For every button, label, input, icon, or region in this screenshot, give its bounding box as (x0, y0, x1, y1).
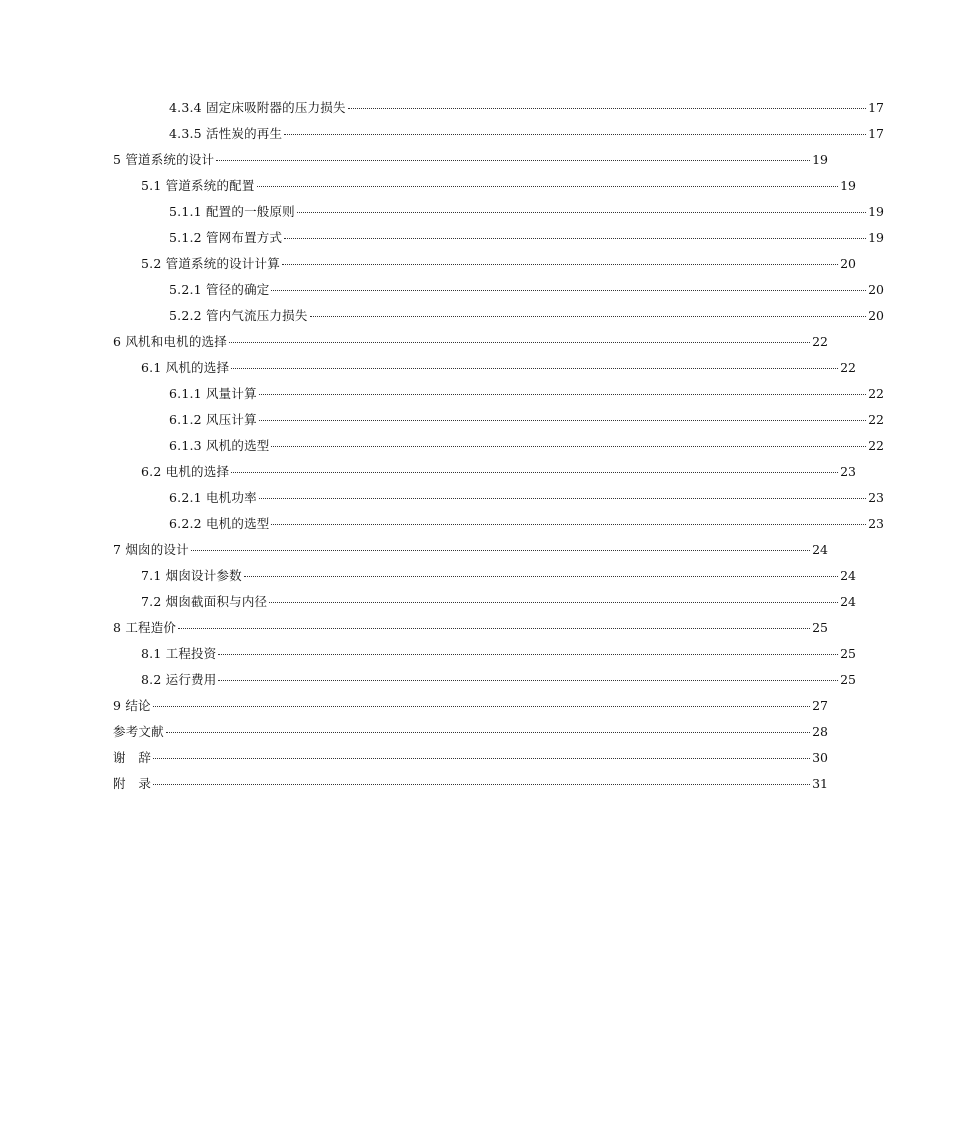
toc-entry-line (113, 150, 828, 168)
toc-entry-line (169, 306, 884, 324)
toc-entry-title: 6.1.3 风机的选型 (169, 438, 270, 453)
toc-entry[interactable] (0, 302, 962, 328)
toc-page-number: 25 (812, 620, 828, 635)
toc-entry[interactable] (0, 588, 934, 614)
toc-dot-leader (284, 238, 866, 239)
toc-entry[interactable] (0, 94, 962, 120)
toc-page-number: 17 (868, 100, 884, 115)
toc-entry-title: 6 风机和电机的选择 (113, 334, 227, 349)
toc-entry-line (169, 436, 884, 454)
toc-entry-title: 5.1 管道系统的配置 (141, 178, 255, 193)
toc-entry-title: 4.3.5 活性炭的再生 (169, 126, 283, 141)
toc-page-number: 19 (868, 204, 884, 219)
toc-dot-leader (218, 680, 838, 681)
toc-dot-leader (231, 368, 838, 369)
toc-entry[interactable] (0, 484, 962, 510)
toc-dot-leader (259, 420, 866, 421)
toc-entry[interactable] (0, 510, 962, 536)
toc-dot-leader (153, 758, 810, 759)
toc-entry[interactable] (0, 718, 906, 744)
toc-dot-leader (257, 186, 839, 187)
toc-entry-title: 参考文献 (113, 724, 164, 739)
toc-entry-line (169, 488, 884, 506)
toc-entry-title: 7.2 烟囱截面积与内径 (141, 594, 268, 609)
toc-page-number: 25 (840, 646, 856, 661)
toc-dot-leader (271, 290, 866, 291)
toc-dot-leader (229, 342, 810, 343)
toc-dot-leader (259, 394, 866, 395)
toc-entry-line (141, 644, 856, 662)
toc-page-number: 28 (812, 724, 828, 739)
toc-page-number: 23 (868, 516, 884, 531)
toc-dot-leader (269, 602, 838, 603)
toc-entry-line (113, 748, 828, 766)
toc-entry-title: 5.2 管道系统的设计计算 (141, 256, 280, 271)
toc-page-number: 22 (812, 334, 828, 349)
toc-dot-leader (216, 160, 810, 161)
toc-page-number: 20 (868, 282, 884, 297)
toc-entry-line (169, 124, 884, 142)
toc-entry-title: 附 录 (113, 776, 152, 791)
toc-page-number: 24 (840, 568, 856, 583)
toc-entry[interactable] (0, 354, 934, 380)
toc-dot-leader (271, 524, 866, 525)
toc-page-number: 19 (812, 152, 828, 167)
toc-entry[interactable] (0, 432, 962, 458)
toc-page-number: 22 (840, 360, 856, 375)
toc-entry[interactable] (0, 224, 962, 250)
toc-page-number: 24 (840, 594, 856, 609)
toc-entry-line (141, 358, 856, 376)
toc-entry-line (169, 202, 884, 220)
toc-entry-title: 6.2.1 电机功率 (169, 490, 257, 505)
toc-entry[interactable] (0, 666, 934, 692)
toc-entry-line (169, 384, 884, 402)
toc-page-number: 19 (868, 230, 884, 245)
toc-page-number: 23 (840, 464, 856, 479)
toc-dot-leader (244, 576, 838, 577)
toc-page-number: 17 (868, 126, 884, 141)
toc-dot-leader (218, 654, 838, 655)
toc-entry-title: 6.1.1 风量计算 (169, 386, 257, 401)
toc-entry-title: 7.1 烟囱设计参数 (141, 568, 242, 583)
toc-entry[interactable] (0, 562, 934, 588)
toc-dot-leader (153, 706, 810, 707)
toc-entry-line (141, 592, 856, 610)
toc-dot-leader (282, 264, 838, 265)
toc-entry[interactable] (0, 692, 906, 718)
toc-entry-line (113, 540, 828, 558)
table-of-contents (0, 94, 884, 796)
toc-entry[interactable] (0, 198, 962, 224)
toc-page-number: 27 (812, 698, 828, 713)
toc-entry-line (113, 722, 828, 740)
toc-dot-leader (348, 108, 866, 109)
toc-entry-title: 8.2 运行费用 (141, 672, 217, 687)
toc-entry-title: 6.2 电机的选择 (141, 464, 230, 479)
toc-entry-line (169, 410, 884, 428)
toc-entry[interactable] (0, 640, 934, 666)
toc-entry-line (113, 618, 828, 636)
toc-dot-leader (178, 628, 810, 629)
toc-entry-title: 9 结论 (113, 698, 151, 713)
toc-entry-line (113, 332, 828, 350)
toc-dot-leader (297, 212, 866, 213)
toc-dot-leader (310, 316, 867, 317)
toc-entry[interactable] (0, 770, 906, 796)
toc-entry-line (141, 670, 856, 688)
toc-page-number: 22 (868, 438, 884, 453)
toc-entry-title: 5.2.1 管径的确定 (169, 282, 270, 297)
toc-entry-title: 5.1.2 管网布置方式 (169, 230, 283, 245)
toc-entry[interactable] (0, 458, 934, 484)
toc-entry[interactable] (0, 328, 906, 354)
toc-entry-title: 5.1.1 配置的一般原则 (169, 204, 295, 219)
toc-entry[interactable] (0, 250, 934, 276)
toc-entry[interactable] (0, 614, 906, 640)
toc-entry-title: 4.3.4 固定床吸附器的压力损失 (169, 100, 346, 115)
toc-entry-line (113, 696, 828, 714)
toc-entry-title: 谢 辞 (113, 750, 152, 765)
toc-entry-line (141, 566, 856, 584)
toc-entry-line (141, 254, 856, 272)
toc-page-number: 20 (868, 308, 884, 323)
toc-entry-title: 8.1 工程投资 (141, 646, 217, 661)
toc-entry-line (169, 280, 884, 298)
toc-page-number: 19 (840, 178, 856, 193)
toc-entry[interactable] (0, 380, 962, 406)
toc-page-number: 30 (812, 750, 828, 765)
toc-entry-title: 6.2.2 电机的选型 (169, 516, 270, 531)
toc-entry-title: 6.1.2 风压计算 (169, 412, 257, 427)
toc-entry-line (113, 774, 828, 792)
toc-page-number: 25 (840, 672, 856, 687)
toc-dot-leader (166, 732, 810, 733)
toc-entry-title: 5.2.2 管内气流压力损失 (169, 308, 308, 323)
toc-dot-leader (191, 550, 810, 551)
toc-entry-line (141, 462, 856, 480)
toc-entry-title: 6.1 风机的选择 (141, 360, 230, 375)
toc-dot-leader (231, 472, 838, 473)
toc-page-number: 22 (868, 412, 884, 427)
toc-entry-title: 7 烟囱的设计 (113, 542, 189, 557)
toc-page-number: 24 (812, 542, 828, 557)
toc-entry[interactable] (0, 536, 906, 562)
toc-entry-line (169, 228, 884, 246)
toc-entry[interactable] (0, 146, 906, 172)
toc-dot-leader (153, 784, 810, 785)
toc-entry[interactable] (0, 276, 962, 302)
toc-entry[interactable] (0, 744, 906, 770)
toc-dot-leader (271, 446, 866, 447)
toc-dot-leader (284, 134, 866, 135)
toc-entry[interactable] (0, 120, 962, 146)
toc-entry-line (141, 176, 856, 194)
toc-entry[interactable] (0, 406, 962, 432)
toc-entry[interactable] (0, 172, 934, 198)
toc-page-number: 31 (812, 776, 828, 791)
toc-entry-line (169, 514, 884, 532)
toc-entry-title: 8 工程造价 (113, 620, 177, 635)
toc-dot-leader (259, 498, 866, 499)
toc-page-number: 23 (868, 490, 884, 505)
toc-page-number: 22 (868, 386, 884, 401)
toc-entry-title: 5 管道系统的设计 (113, 152, 215, 167)
toc-entry-line (169, 98, 884, 116)
toc-page-number: 20 (840, 256, 856, 271)
